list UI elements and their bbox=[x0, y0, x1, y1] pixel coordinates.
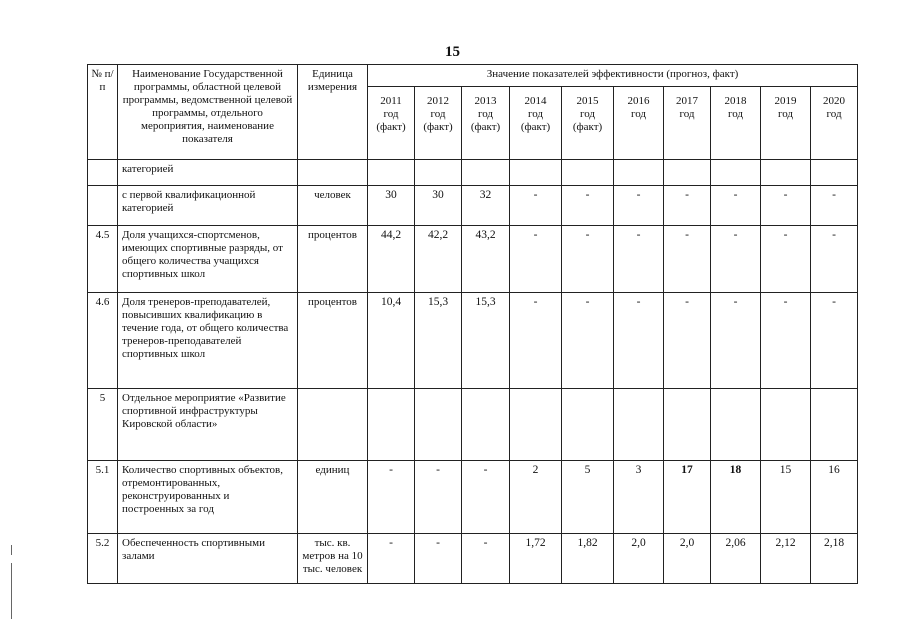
unit: процентов bbox=[298, 293, 368, 389]
value-cell: - bbox=[368, 461, 415, 534]
value-cell: 2,06 bbox=[711, 534, 761, 584]
header-row-1 bbox=[88, 65, 858, 87]
row-number: 5 bbox=[88, 389, 118, 461]
value-cell: - bbox=[811, 226, 858, 293]
performance-indicators-table bbox=[87, 64, 858, 584]
table-row bbox=[88, 186, 858, 226]
value-cell: 2,12 bbox=[761, 534, 811, 584]
header-year-l1: год bbox=[630, 108, 647, 120]
value-cell: - bbox=[415, 461, 462, 534]
value-cell: - bbox=[761, 293, 811, 389]
table-row bbox=[88, 226, 858, 293]
header-year-l2: (факт) bbox=[572, 121, 603, 133]
header-col-values: Значение показателей эффективности (прогноз, факт) bbox=[368, 65, 858, 87]
value-cell bbox=[462, 389, 510, 461]
value-cell: 18 bbox=[711, 461, 761, 534]
value-cell bbox=[562, 389, 614, 461]
value-cell: 2,18 bbox=[811, 534, 858, 584]
value-cell: - bbox=[614, 293, 664, 389]
value-cell: - bbox=[664, 186, 711, 226]
row-number bbox=[88, 160, 118, 186]
header-year-2016 bbox=[614, 87, 664, 160]
value-cell: 2 bbox=[510, 461, 562, 534]
header-year-year: 2017 bbox=[676, 95, 698, 107]
header-year-l1: год bbox=[477, 108, 494, 120]
value-cell: - bbox=[614, 186, 664, 226]
value-cell: - bbox=[761, 226, 811, 293]
value-cell bbox=[811, 389, 858, 461]
header-year-l1: год bbox=[727, 108, 744, 120]
value-cell: - bbox=[711, 226, 761, 293]
header-year-l1: год bbox=[777, 108, 794, 120]
row-number bbox=[88, 186, 118, 226]
header-year-2011 bbox=[368, 87, 415, 160]
unit: человек bbox=[298, 186, 368, 226]
header-year-2013 bbox=[462, 87, 510, 160]
header-year-l1: год bbox=[527, 108, 544, 120]
value-cell: - bbox=[510, 226, 562, 293]
value-cell: 3 bbox=[614, 461, 664, 534]
value-cell: - bbox=[562, 293, 614, 389]
value-cell: 16 bbox=[811, 461, 858, 534]
page-number: 15 bbox=[445, 44, 460, 60]
indicator-name: Отдельное мероприятие «Развитие спортивной инфраструктуры Кировской области» bbox=[118, 389, 298, 461]
header-col-num: № п/п bbox=[88, 65, 118, 160]
value-cell: - bbox=[811, 293, 858, 389]
value-cell: 15,3 bbox=[415, 293, 462, 389]
row-number: 4.6 bbox=[88, 293, 118, 389]
margin-mark bbox=[11, 563, 12, 619]
header-year-year: 2014 bbox=[524, 95, 547, 107]
value-cell: - bbox=[761, 186, 811, 226]
value-cell: 1,72 bbox=[510, 534, 562, 584]
unit: процентов bbox=[298, 226, 368, 293]
header-col-name: Наименование Государственной программы, областной целевой программы, ведомственной целевой программы, отдельного мероприятия, наименование показателя bbox=[118, 65, 298, 160]
value-cell: - bbox=[562, 186, 614, 226]
value-cell: 2,0 bbox=[664, 534, 711, 584]
indicator-name: Количество спортивных объектов, отремонтированных, реконструированных и построенных за год bbox=[118, 461, 298, 534]
header-year-l2: (факт) bbox=[520, 121, 551, 133]
value-cell: - bbox=[664, 226, 711, 293]
header-year-l1: год bbox=[826, 108, 842, 120]
value-cell bbox=[368, 160, 415, 186]
value-cell: - bbox=[711, 293, 761, 389]
table-row bbox=[88, 534, 858, 584]
value-cell: - bbox=[614, 226, 664, 293]
header-year-l2: (факт) bbox=[423, 121, 453, 133]
header-year-l2: (факт) bbox=[376, 121, 406, 133]
value-cell: - bbox=[510, 293, 562, 389]
value-cell: 1,82 bbox=[562, 534, 614, 584]
value-cell: 32 bbox=[462, 186, 510, 226]
value-cell: 17 bbox=[664, 461, 711, 534]
header-year-year: 2020 bbox=[823, 95, 846, 107]
value-cell: - bbox=[368, 534, 415, 584]
value-cell: 42,2 bbox=[415, 226, 462, 293]
value-cell: 2,0 bbox=[614, 534, 664, 584]
row-number: 4.5 bbox=[88, 226, 118, 293]
value-cell: 43,2 bbox=[462, 226, 510, 293]
value-cell: - bbox=[462, 534, 510, 584]
value-cell: 15 bbox=[761, 461, 811, 534]
unit bbox=[298, 389, 368, 461]
value-cell: - bbox=[462, 461, 510, 534]
value-cell bbox=[711, 389, 761, 461]
value-cell bbox=[415, 160, 462, 186]
row-number: 5.1 bbox=[88, 461, 118, 534]
value-cell: - bbox=[510, 186, 562, 226]
value-cell: 5 bbox=[562, 461, 614, 534]
header-year-l2: (факт) bbox=[470, 121, 501, 133]
value-cell bbox=[462, 160, 510, 186]
row-number: 5.2 bbox=[88, 534, 118, 584]
header-year-2015 bbox=[562, 87, 614, 160]
header-year-year: 2019 bbox=[774, 95, 797, 107]
header-year-2012 bbox=[415, 87, 462, 160]
value-cell: - bbox=[562, 226, 614, 293]
value-cell bbox=[510, 389, 562, 461]
header-year-year: 2013 bbox=[474, 95, 497, 107]
header-year-year: 2018 bbox=[724, 95, 747, 107]
header-year-2018 bbox=[711, 87, 761, 160]
value-cell bbox=[664, 389, 711, 461]
value-cell: - bbox=[664, 293, 711, 389]
value-cell: 10,4 bbox=[368, 293, 415, 389]
value-cell bbox=[614, 389, 664, 461]
header-year-l1: год bbox=[679, 108, 695, 120]
table-row bbox=[88, 293, 858, 389]
value-cell: 44,2 bbox=[368, 226, 415, 293]
header-year-l1: год bbox=[383, 108, 399, 120]
value-cell: - bbox=[415, 534, 462, 584]
value-cell bbox=[811, 160, 858, 186]
value-cell bbox=[510, 160, 562, 186]
value-cell: 30 bbox=[415, 186, 462, 226]
header-year-l1: год bbox=[430, 108, 446, 120]
value-cell: - bbox=[711, 186, 761, 226]
header-year-2019 bbox=[761, 87, 811, 160]
header-year-year: 2011 bbox=[380, 95, 402, 107]
unit bbox=[298, 160, 368, 186]
value-cell bbox=[614, 160, 664, 186]
indicator-name: с первой квалификационной категорией bbox=[118, 186, 298, 226]
header-year-year: 2012 bbox=[427, 95, 449, 107]
indicator-name: Доля учащихся-спортсменов, имеющих спортивные разряды, от общего количества учащихся спортивных школ bbox=[118, 226, 298, 293]
value-cell: 15,3 bbox=[462, 293, 510, 389]
value-cell bbox=[761, 160, 811, 186]
header-col-unit: Единица измерения bbox=[298, 65, 368, 160]
table-row bbox=[88, 389, 858, 461]
margin-mark bbox=[11, 545, 12, 555]
table-row bbox=[88, 461, 858, 534]
header-year-2020 bbox=[811, 87, 858, 160]
value-cell bbox=[562, 160, 614, 186]
header-year-2014 bbox=[510, 87, 562, 160]
header-year-l1: год bbox=[579, 108, 596, 120]
value-cell bbox=[711, 160, 761, 186]
indicator-name: Обеспеченность спортивными залами bbox=[118, 534, 298, 584]
value-cell: 30 bbox=[368, 186, 415, 226]
header-year-2017 bbox=[664, 87, 711, 160]
header-year-year: 2016 bbox=[627, 95, 650, 107]
value-cell bbox=[368, 389, 415, 461]
value-cell bbox=[664, 160, 711, 186]
unit: единиц bbox=[298, 461, 368, 534]
header-year-year: 2015 bbox=[576, 95, 599, 107]
indicator-name: Доля тренеров-преподавателей, повысивших квалификацию в течение года, от общего количества тренеров-преподавателей спортивных школ bbox=[118, 293, 298, 389]
value-cell: - bbox=[811, 186, 858, 226]
table-row bbox=[88, 160, 858, 186]
indicator-name: категорией bbox=[118, 160, 298, 186]
value-cell bbox=[415, 389, 462, 461]
unit: тыс. кв. метров на 10 тыс. человек bbox=[298, 534, 368, 584]
value-cell bbox=[761, 389, 811, 461]
